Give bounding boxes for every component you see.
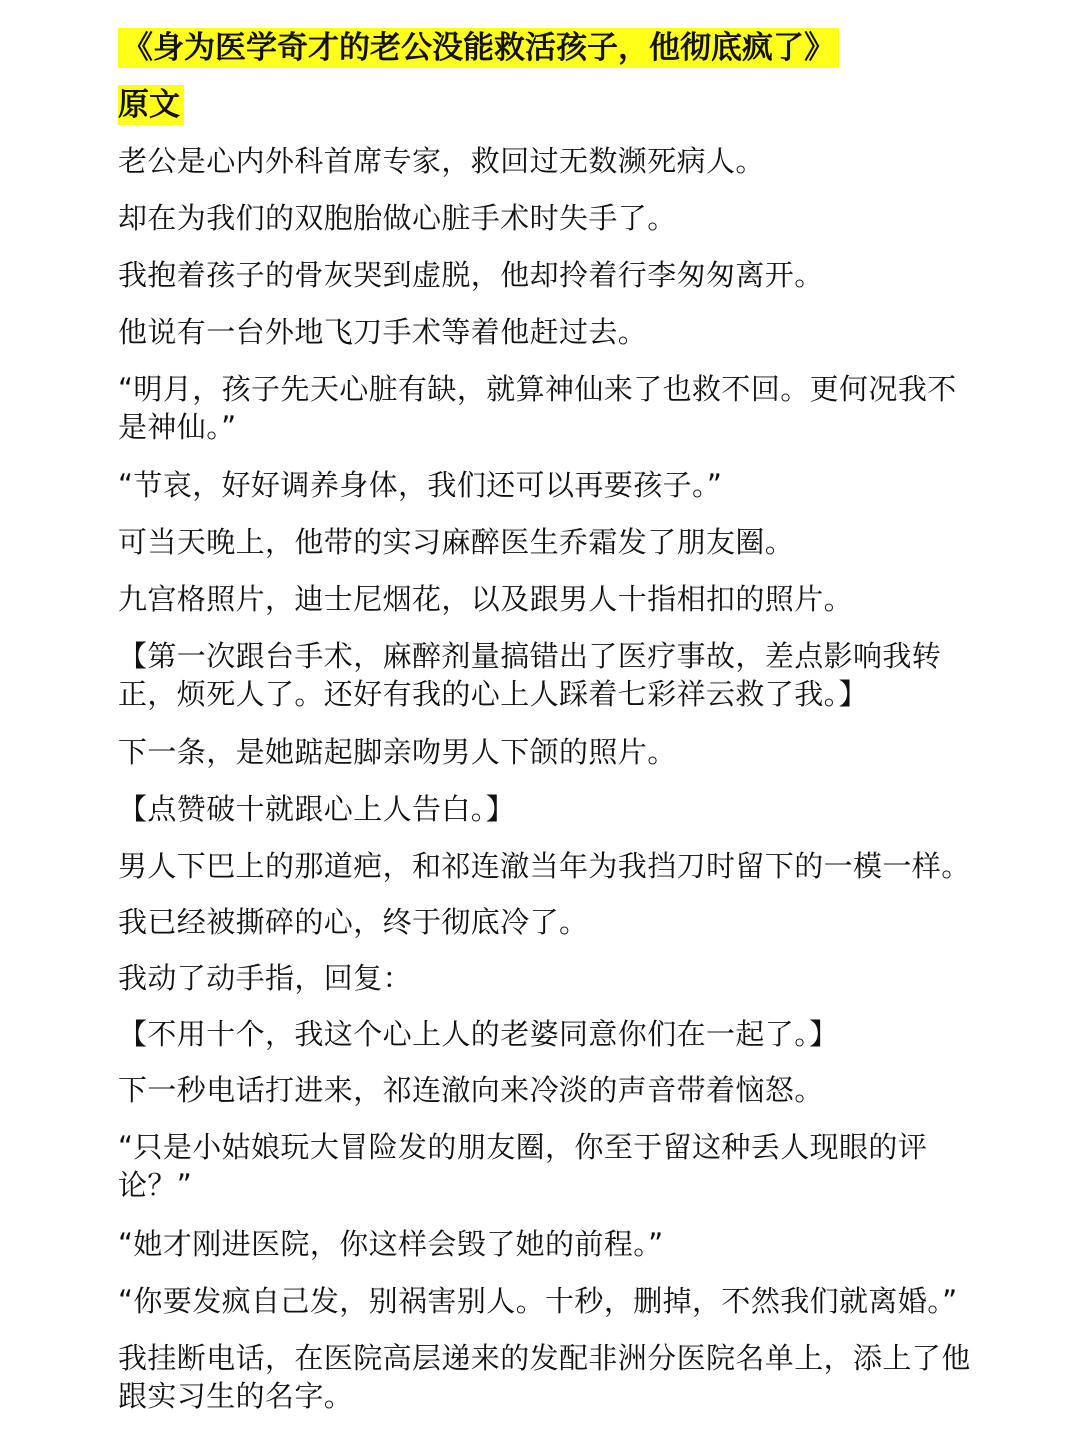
section-heading: 原文: [118, 85, 184, 125]
paragraph: “只是小姑娘玩大冒险发的朋友圈，你至于留这种丢人现眼的评论？”: [118, 1130, 928, 1202]
paragraph: 我动了动手指，回复：: [118, 961, 413, 995]
document-title: 《身为医学奇才的老公没能救活孩子，他彻底疯了》: [118, 28, 839, 68]
title-highlight: [118, 28, 839, 68]
paragraph: 下一条，是她踮起脚亲吻男人下颌的照片。: [118, 735, 677, 769]
paragraph: 我抱着孩子的骨灰哭到虚脱，他却拎着行李匆匆离开。: [118, 258, 824, 292]
paragraph: 可当天晚上，他带的实习麻醉医生乔霜发了朋友圈。: [118, 525, 795, 559]
paragraph: 【第一次跟台手术，麻醉剂量搞错出了医疗事故，差点影响我转正，烦死人了。还好有我的心上人踩着七彩祥云救了我。】: [118, 639, 942, 711]
paragraph: 男人下巴上的那道疤，和祁连澈当年为我挡刀时留下的一模一样。: [118, 849, 971, 883]
heading-highlight: [118, 85, 184, 125]
paragraph: 九宫格照片，迪士尼烟花，以及跟男人十指相扣的照片。: [118, 582, 854, 616]
paragraph: 【点赞破十就跟心上人告白。】: [118, 792, 516, 826]
paragraph: “你要发疯自己发，别祸害别人。十秒，删掉，不然我们就离婚。”: [118, 1284, 958, 1318]
paragraph: 我挂断电话，在医院高层递来的发配非洲分医院名单上，添上了他跟实习生的名字。: [118, 1341, 971, 1413]
paragraph: 老公是心内外科首席专家，救回过无数濒死病人。: [118, 144, 765, 178]
paragraph: 他说有一台外地飞刀手术等着他赶过去。: [118, 315, 648, 349]
paragraph: 【不用十个，我这个心上人的老婆同意你们在一起了。】: [118, 1017, 839, 1051]
paragraph: 我已经被撕碎的心，终于彻底冷了。: [118, 905, 589, 939]
paragraph: “节哀，好好调养身体，我们还可以再要孩子。”: [118, 468, 723, 502]
paragraph: 下一秒电话打进来，祁连澈向来冷淡的声音带着恼怒。: [118, 1073, 824, 1107]
paragraph: “明月，孩子先天心脏有缺，就算神仙来了也救不回。更何况我不是神仙。”: [118, 372, 957, 444]
paragraph: “她才刚进医院，你这样会毁了她的前程。”: [118, 1227, 664, 1261]
paragraph: 却在为我们的双胞胎做心脏手术时失手了。: [118, 201, 677, 235]
